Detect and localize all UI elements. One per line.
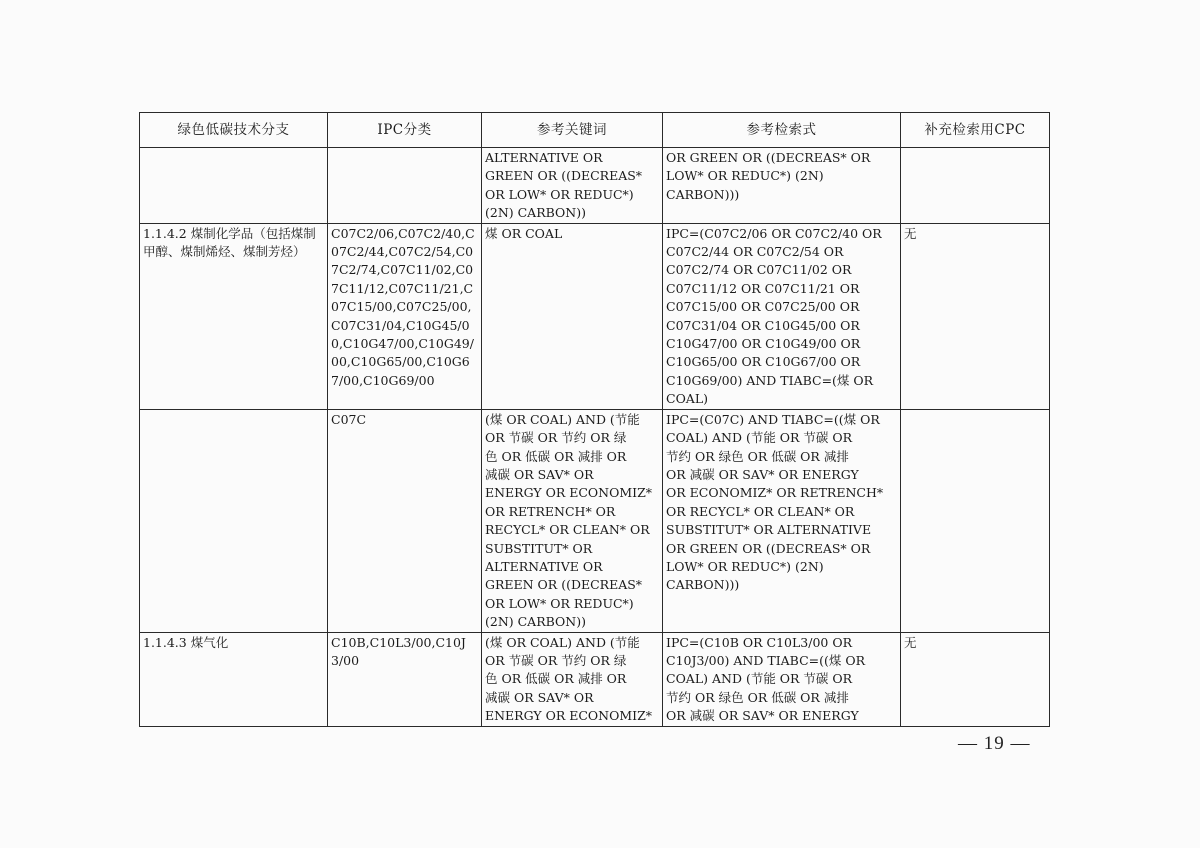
keywords-cell (482, 632, 663, 726)
cpc-cell (901, 223, 1050, 409)
query-cell (663, 223, 901, 409)
query-cell (663, 632, 901, 726)
ipc-cell (328, 223, 482, 409)
table-row (140, 409, 1050, 632)
query-cell (663, 148, 901, 224)
header-query: 参考检索式 (663, 113, 901, 148)
header-keywords: 参考关键词 (482, 113, 663, 148)
keywords-cell (482, 223, 663, 409)
table-row (140, 148, 1050, 224)
table-row (140, 632, 1050, 726)
cpc-text: 无 (904, 634, 917, 650)
query-cell (663, 409, 901, 632)
cpc-cell (901, 409, 1050, 632)
ipc-text: C07C (331, 411, 367, 427)
branch-text: 1.1.4.3 煤气化 (143, 634, 229, 650)
cpc-cell (901, 632, 1050, 726)
ipc-text: C10B,C10L3/00,C10J3/00 (331, 634, 466, 668)
query-text: IPC=(C07C) AND TIABC=((煤 OR COAL) AND (节能 OR 节碳 OR 节约 OR 绿色 OR 低碳 OR 减排 OR 减碳 OR SAV* OR ENERGY OR ECONOMIZ* OR RETRENCH* OR RECYCL* OR CLEAN* OR SUBSTITUT* OR ALTERNATIVE OR GREEN OR ((DECREAS* OR LOW* OR REDUC*) (2N) CARBON))) (666, 411, 884, 593)
keywords-cell (482, 148, 663, 224)
header-branch: 绿色低碳技术分支 (140, 113, 328, 148)
branch-cell (140, 148, 328, 224)
query-text: OR GREEN OR ((DECREAS* OR LOW* OR REDUC*) (2N) CARBON))) (666, 150, 871, 202)
branch-cell (140, 409, 328, 632)
branch-cell (140, 223, 328, 409)
table-row (140, 223, 1050, 409)
page-number: — 19 — (958, 733, 1031, 754)
keywords-text: (煤 OR COAL) AND (节能 OR 节碳 OR 节约 OR 绿 色 OR 低碳 OR 减排 OR 减碳 OR SAV* OR ENERGY OR ECONOMIZ* (485, 634, 653, 724)
table-header-row (140, 113, 1050, 148)
keywords-text: ALTERNATIVE OR GREEN OR ((DECREAS* OR LOW* OR REDUC*) (2N) CARBON)) (485, 150, 643, 221)
keywords-cell (482, 409, 663, 632)
cpc-cell (901, 148, 1050, 224)
branch-cell (140, 632, 328, 726)
keywords-text: 煤 OR COAL (485, 225, 563, 241)
header-ipc: IPC分类 (328, 113, 482, 148)
ipc-cell (328, 409, 482, 632)
branch-text: 1.1.4.2 煤制化学品（包括煤制甲醇、煤制烯烃、煤制芳烃） (143, 225, 316, 260)
cpc-text: 无 (904, 225, 917, 241)
ipc-cell (328, 632, 482, 726)
ipc-cell (328, 148, 482, 224)
keywords-text: (煤 OR COAL) AND (节能 OR 节碳 OR 节约 OR 绿 色 OR 低碳 OR 减排 OR 减碳 OR SAV* OR ENERGY OR ECONOMIZ* OR RETRENCH* OR RECYCL* OR CLEAN* OR SUBSTITUT* OR ALTERNATIVE OR GREEN OR ((DECREAS* OR LOW* OR REDUC*) (2N) CARBON)) (485, 411, 653, 630)
query-text: IPC=(C10B OR C10L3/00 OR C10J3/00) AND TIABC=((煤 OR COAL) AND (节能 OR 节碳 OR 节约 OR 绿色 OR 低碳 OR 减排 OR 减碳 OR SAV* OR ENERGY (666, 634, 866, 724)
classification-table (139, 112, 1050, 727)
query-text: IPC=(C07C2/06 OR C07C2/40 OR C07C2/44 OR C07C2/54 OR C07C2/74 OR C07C11/02 OR C07C11/12 OR C07C11/21 OR C07C15/00 OR C07C25/00 OR C07C31/04 OR C10G45/00 OR C10G47/00 OR C10G49/00 OR C10G65/00 OR C10G67/00 OR C10G69/00) AND TIABC=(煤 OR COAL) (666, 225, 882, 407)
ipc-text: C07C2/06,C07C2/40,C07C2/44,C07C2/54,C07C2/74,C07C11/02,C07C11/12,C07C11/21,C07C15/00,C07C25/00,C07C31/04,C10G45/00,C10G47/00,C10G49/00,C10G65/00,C10G67/00,C10G69/00 (331, 225, 475, 388)
header-cpc: 补充检索用CPC (901, 113, 1050, 148)
